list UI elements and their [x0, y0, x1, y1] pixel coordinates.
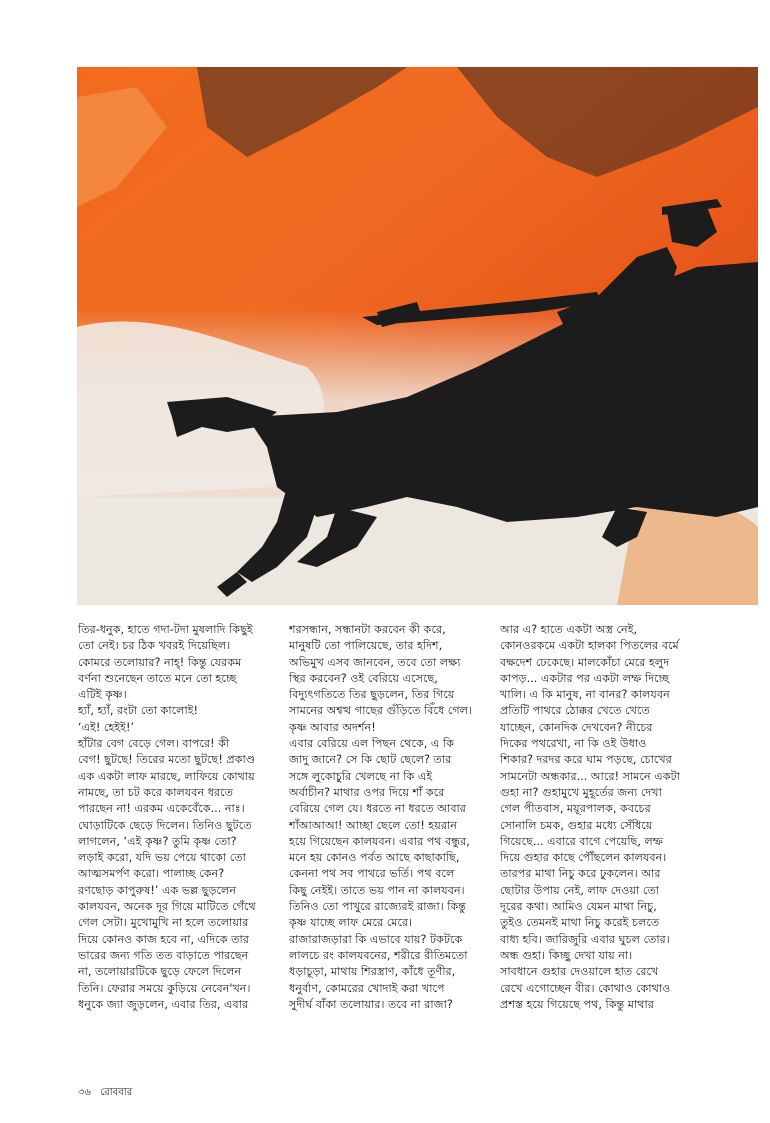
- text-line: শাঁআআআ! আচ্ছা ছেলে তো! হয়রান: [289, 818, 457, 832]
- text-line: নামছে, তা চট করে কালযবন ধরতে: [78, 785, 234, 799]
- text-line: সামনের অশ্বত্থ গাছের গুঁড়িতে বিঁধে গেল।: [289, 704, 473, 718]
- text-line: সঙ্গে লুকোচুরি খেলছে না কি এই: [289, 769, 433, 783]
- text-line: লড়াই করো, যদি ভয় পেয়ে থাকো তো: [78, 851, 246, 865]
- text-line: দূরের কথা। আমিও যেমন মাথা নিচু,: [500, 900, 657, 914]
- text-line: শিকার? দরদর করে ঘাম পড়ছে, চোখের: [500, 753, 672, 767]
- text-line: এবার বেরিয়ে এল পিছন থেকে, এ কি: [289, 737, 454, 751]
- text-line: এটিই কৃষ্ণ।: [78, 688, 127, 702]
- text-line: রাজারাজড়ারা কি এভাবে যায়? টকটকে: [289, 932, 463, 946]
- text-line: কোনওরকমে একটা হালকা পিতলের বর্মে: [500, 639, 679, 653]
- text-line: ঘোড়াটিকে ছেড়ে দিলেন। তিনিও ছুটতে: [78, 818, 252, 832]
- text-line: রেখে এগোচ্ছেন বীর। কোথাও কোথাও: [500, 981, 671, 995]
- text-line: কৃষ্ণ যাচ্ছে লাফ মেরে মেরে।: [289, 916, 413, 930]
- text-line: কিছু নেইই। তাতে ভয় পান না কালযবন।: [289, 883, 465, 897]
- text-line: ‘এই! হেইই!’: [78, 720, 135, 734]
- text-line: গেল সেটা। মুখোমুখি না হলে তলোয়ার: [78, 916, 249, 930]
- text-line: তারপর মাথা নিচু করে ঢুকলেন। আর: [500, 867, 661, 881]
- text-line: এক একটা লাফ মারছে, লাফিয়ে কোথায়: [78, 769, 255, 783]
- text-line: কাপড়... একটার পর একটা লম্ফ দিচ্ছে: [500, 671, 670, 685]
- text-line: অভিমুখ এসব জানবেন, তবে তো লক্ষ্য: [289, 655, 461, 669]
- horse-rider-silhouette-icon: [77, 67, 758, 605]
- text-line: বেরিয়ে গেল যে। ধরতে না ধরতে আবার: [289, 802, 466, 816]
- text-line: দিয়ে কোনও কাজ হবে না, এদিকে তার: [78, 932, 249, 946]
- page-footer: [78, 1085, 138, 1102]
- text-line: দিয়ে গুহার কাছে পৌঁছলেন কালযবন।: [500, 851, 667, 865]
- text-line: স্থির করবেন? ওই বেরিয়ে এসেছে,: [289, 671, 438, 685]
- text-line: সোনালি চমক, গুহার মধ্যে সেঁধিয়ে: [500, 818, 653, 832]
- text-line: কালযবন, অনেক দূর গিয়ে মাটিতে গেঁথে: [78, 900, 256, 914]
- text-line: আত্মসমর্পণ করো। পালাচ্ছ কেন?: [78, 867, 225, 881]
- text-column-1: [78, 622, 286, 1062]
- magazine-name: রোববার: [100, 1087, 133, 1098]
- text-line: তির-ধনুক, হাতে গদা-টদা মুষলাদি কিছুই: [78, 623, 253, 636]
- text-line: রণছোড় কাপুরুষ!’ এক ভল্ল ছুড়লেন: [78, 883, 237, 897]
- text-line: না, তলোয়ারটিকে ছুড়ে ফেলে দিলেন: [78, 965, 242, 979]
- text-line: গেল পীতবাস, ময়ূরপালক, কবচের: [500, 802, 651, 816]
- text-line: দিকের পথরেখা, না কি ওই উধাও: [500, 737, 647, 751]
- text-line: বিদ্যুৎগতিতে তির ছুড়লেন, তির গিয়ে: [289, 688, 455, 702]
- text-line: মানুষটি তো পালিয়েছে, তার হদিশ,: [289, 639, 443, 653]
- text-line: ছোটার উপায় নেই, লাফ দেওয়া তো: [500, 883, 659, 897]
- text-column-2: [289, 622, 497, 1062]
- text-line: জাদু জানে? সে কি ছোট ছেলে? তার: [289, 753, 452, 767]
- text-line: তিনি। ফেরার সময়ে কুড়িয়ে নেবেন'খন।: [78, 981, 251, 995]
- illustration: [77, 67, 758, 605]
- text-line: ভারের জন্য গতি তত বাড়াতে পারছেন: [78, 948, 249, 962]
- text-line: হ্যাঁ, হ্যাঁ, রংটা তো কালোই!: [78, 704, 199, 718]
- text-line: গুহা না? গুহামুখে মুহূর্তের জন্য দেখা: [500, 785, 662, 799]
- text-line: যাচ্ছেন, কোনদিক দেখবেন? নীচের: [500, 720, 653, 734]
- text-line: গিয়েছে... এবারে বাগে পেয়েছি, লম্ফ: [500, 834, 664, 848]
- text-line: অর্বাচীন? মাথার ওপর দিয়ে শাঁ করে: [289, 785, 445, 799]
- text-column-3: [500, 622, 712, 1062]
- text-line: বেগ! ছুটছে! তিরের মতো ছুটছে! প্রকাণ্ড: [78, 753, 256, 767]
- text-line: ধনুর্বাণ, কোমরের খোদাই করা খাপে: [289, 981, 445, 995]
- text-line: খালি। এ কি মানুষ, না বানর? কালযবন: [500, 688, 670, 702]
- text-line: মনে হয় কোনও পর্বত আছে কাছাকাছি,: [289, 851, 460, 865]
- text-line: কোমরে তলোয়ার? নাহ্! কিন্তু যেরকম: [78, 655, 242, 669]
- text-line: ধড়াচূড়া, মাথায় শিরস্ত্রাণ, কাঁধে তূণীর,: [289, 965, 456, 979]
- text-line: ধনুকে জ্যা জুড়লেন, এবার তির, এবার: [78, 997, 249, 1011]
- text-line: প্রশস্ত হয়ে গিয়েছে পথ, কিন্তু মাথার: [500, 997, 654, 1011]
- text-line: তিনিও তো পাখুরে রাজ্যেরই রাজা। কিন্তু: [289, 900, 467, 914]
- text-line: পারছেন না! এরকম একেবেঁকে... নাঃ।: [78, 802, 245, 816]
- text-line: বর্ণনা শুনেছেন তাতে মনে তো হচ্ছে: [78, 671, 237, 685]
- text-line: আর এ? হাতে একটা অস্ত্র নেই,: [500, 623, 638, 636]
- text-line: শরসন্ধান, সন্ধানটা করবেন কী করে,: [289, 623, 446, 636]
- text-line: প্রতিটি পাথরে ঠোক্কর খেতে খেতে: [500, 704, 650, 718]
- text-line: বক্ষদেশ ঢেকেছে। মালকোঁচা মেরে হলুদ: [500, 655, 670, 669]
- text-line: হয়ে গিয়েছেন কালযবন। এবার পথ বন্ধুর,: [289, 834, 470, 848]
- text-line: বাধ্য হবি। জারিজুরি এবার ঘুচল তোর।: [500, 932, 670, 946]
- text-line: কেননা পথ সব পাথরে ভর্তি। পথ বলে: [289, 867, 455, 881]
- text-line: সুদীর্ঘ বাঁকা তলোয়ার। তবে না রাজা?: [289, 997, 453, 1011]
- text-line: কৃষ্ণ আবার অদর্শন!: [289, 720, 376, 734]
- text-line: তো নেই। চর ঠিক খবরই দিয়েছিল।: [78, 639, 231, 653]
- text-line: সামনেটা অন্ধকার... আরে! সামনে একটা: [500, 769, 680, 783]
- text-line: তুইও তেমনই মাথা নিচু করেই চলতে: [500, 916, 660, 930]
- text-line: হাঁটার বেগ বেড়ে গেল। বাপরে! কী: [78, 737, 230, 751]
- text-line: লালচে রং কালযবনের, শরীরে রীতিমতো: [289, 948, 468, 962]
- page-number: ৩৬: [78, 1087, 92, 1098]
- text-line: সাবধানে গুহার দেওয়ালে হাত রেখে: [500, 965, 659, 979]
- text-line: লাগলেন, ‘এই কৃষ্ণ? তুমি কৃষ্ণ তো?: [78, 834, 237, 848]
- text-line: অন্ধ গুহা। কিচ্ছু দেখা যায় না।: [500, 948, 633, 962]
